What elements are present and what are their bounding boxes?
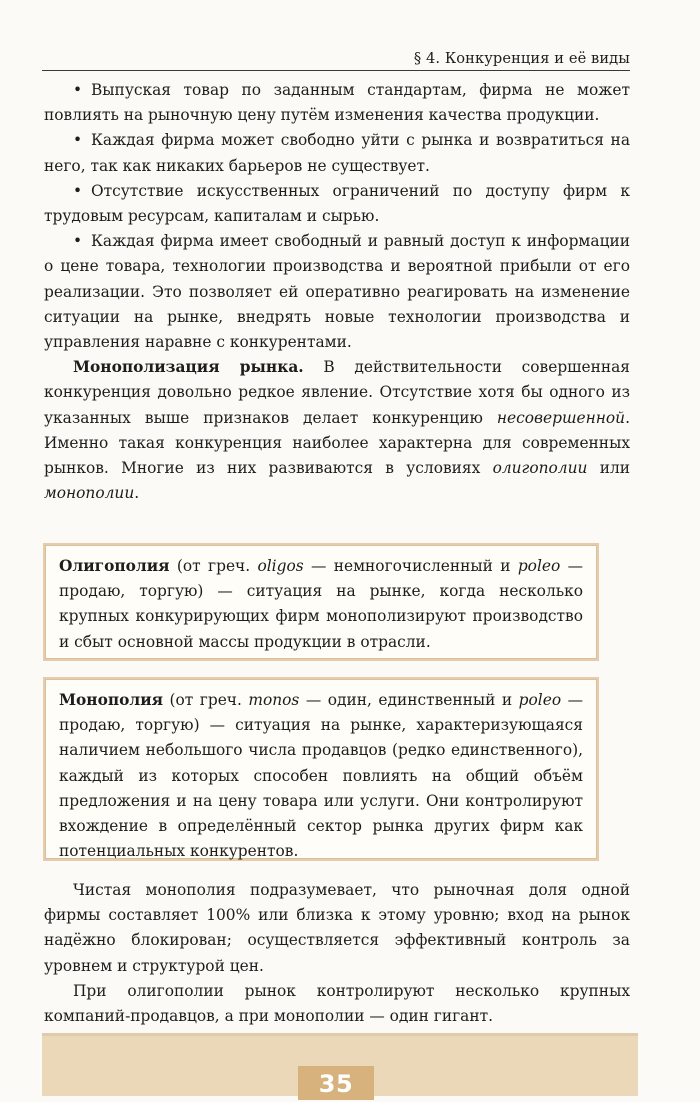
bullet-paragraph-4 <box>44 229 630 355</box>
bullet-marker: • <box>73 81 83 99</box>
greek-word-monos: monos <box>248 691 300 709</box>
main-text-upper <box>44 78 630 506</box>
oligopoly-monopoly-comparison: При олигополии рынок контролируют несколько крупных компаний-продавцов, а при монополии — один гигант. <box>44 981 630 1026</box>
monopolization-paragraph <box>44 355 630 506</box>
oligopoly-term: Олигополия <box>59 557 170 575</box>
oligopoly-definition-box <box>43 543 599 661</box>
bullet-marker: • <box>73 232 83 251</box>
bullet-paragraph-3 <box>44 179 630 229</box>
monopolization-heading: Монополизация рынка. <box>73 358 304 377</box>
monopoly-text-1: (от греч. <box>163 691 249 709</box>
greek-word-poleo: poleo <box>517 557 561 575</box>
monopolization-text-3: или <box>587 459 630 478</box>
greek-word-oligos: oligos <box>257 557 304 575</box>
monopoly-term: Монополия <box>59 691 163 709</box>
monopoly-text-2: — один, единственный и <box>299 691 519 709</box>
monopolization-text-2: . Именно такая конкуренция наиболее характерна для современных рынков. Многие из них развиваются в условиях <box>44 408 630 478</box>
pure-monopoly-paragraph: Чистая монополия подразумевает, что рыночная доля одной фирмы составляет 100% или близка к этому уровню; вход на рынок надёжно блокирован; осуществляется эффективный контроль за уровнем и структурой цен. <box>44 881 630 975</box>
monopoly-inline-term: монополии <box>44 484 135 503</box>
monopoly-text-3: — продаю, торгую) — ситуация на рынке, характеризующаяся наличием небольшого числа продавцов (редко единственного), каждый из которых способен повлиять на общий объём предложения и на цену товара или услуги. Они контролируют вхождение в определённый сектор рынка других фирм как потенциальных конкурентов. <box>59 691 583 861</box>
greek-word-poleo: poleo <box>518 691 562 709</box>
section-title: § 4. Конкуренция и её виды <box>413 50 630 67</box>
imperfect-competition-term: несовершенной <box>496 408 626 427</box>
bullet-text-4: Каждая фирма имеет свободный и равный доступ к информации о цене товара, технологии производства и вероятной прибыли от его реализации. Это позволяет ей оперативно реагировать на изменение ситуации на рынке, внедрять новые технологии производства и управления наравне с конкурентами. <box>44 232 630 352</box>
bullet-marker: • <box>73 131 83 150</box>
monopoly-definition-box <box>43 677 599 861</box>
oligopoly-inline-term: олигополии <box>492 459 588 478</box>
bullet-marker: • <box>73 181 83 200</box>
bullet-paragraph-1 <box>44 78 630 128</box>
oligopoly-text-1: (от греч. <box>169 557 258 575</box>
page-number: 35 <box>298 1066 374 1100</box>
main-text-lower <box>44 878 630 1029</box>
bullet-text-3: Отсутствие искусственных ограничений по доступу фирм к трудовым ресурсам, капиталам и сырью. <box>44 181 630 226</box>
oligopoly-text-2: — немногочисленный и <box>303 557 518 575</box>
section-running-header <box>42 48 630 71</box>
bullet-paragraph-2 <box>44 128 630 178</box>
oligopoly-text-3: — продаю, торгую) — ситуация на рынке, когда несколько крупных конкурирующих фирм монополизируют производство и сбыт основной массы продукции в отрасли. <box>59 557 583 651</box>
monopolization-text-4: . <box>134 484 140 503</box>
monopolization-text-1: В действительности совершенная конкуренция довольно редкое явление. Отсутствие хотя бы одного из указанных выше признаков делает конкуренцию <box>44 358 630 427</box>
bullet-text-2: Каждая фирма может свободно уйти с рынка и возвратиться на него, так как никаких барьеров не существует. <box>44 131 630 175</box>
bullet-text-1: Выпуская товар по заданным стандартам, фирма не может повлиять на рыночную цену путём изменения качества продукции. <box>44 81 630 125</box>
